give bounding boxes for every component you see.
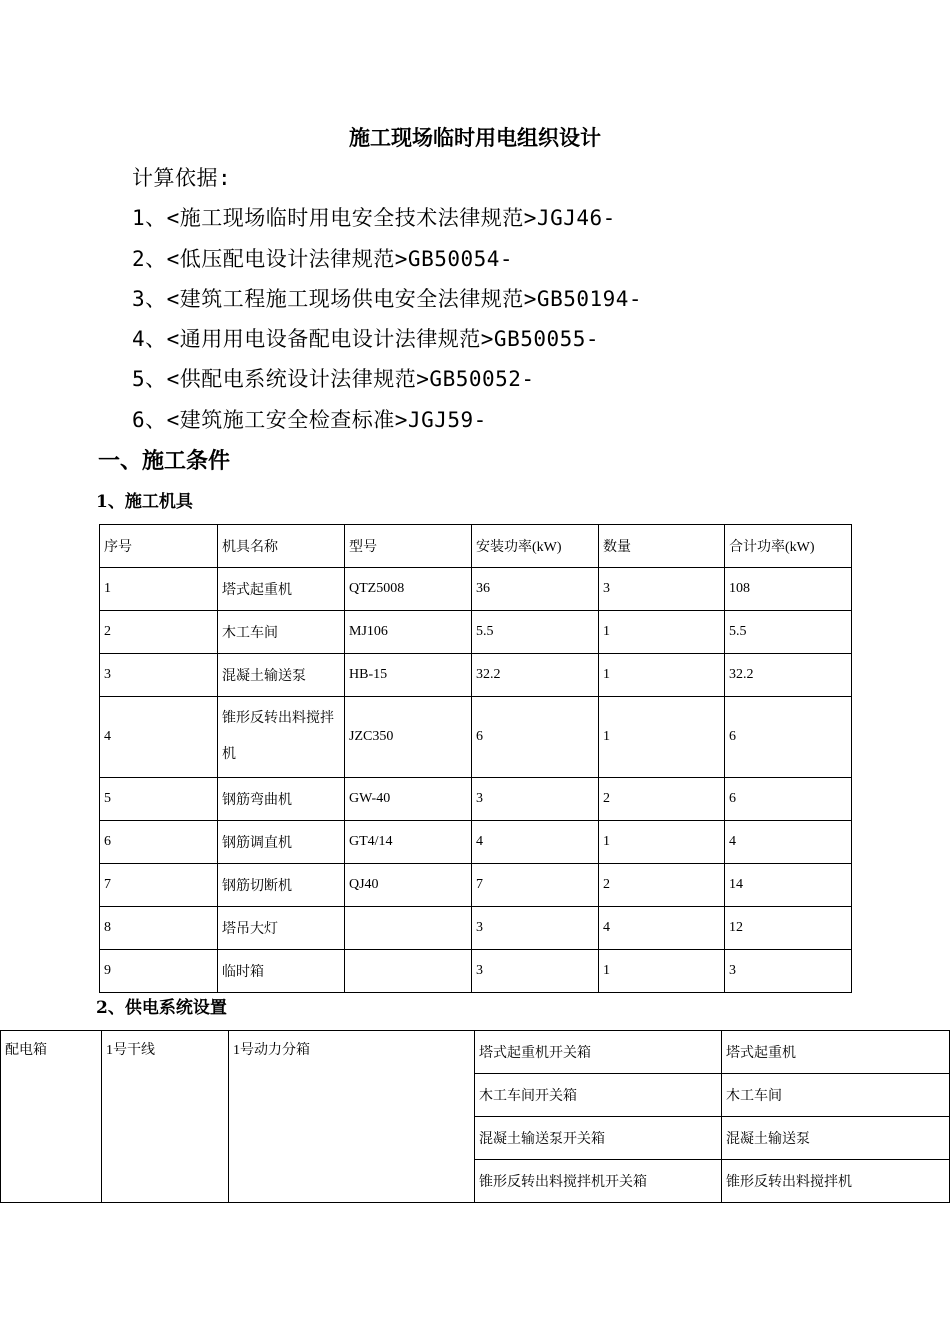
table-cell: 8 [100,907,218,950]
table-cell: 5.5 [472,611,599,654]
table-cell: 1号动力分箱 [229,1031,475,1203]
page-title: 施工现场临时用电组织设计 [349,125,601,150]
table-cell: MJ106 [345,611,472,654]
table-row [100,821,852,864]
table-cell: 4 [100,697,218,778]
table-cell: 2 [100,611,218,654]
table-cell: 临时箱 [218,950,345,993]
table-row [100,568,852,611]
header-cell: 序号 [100,525,218,568]
table-cell: 3 [472,778,599,821]
table-cell: 配电箱 [1,1031,102,1203]
table-cell: 木工车间开关箱 [475,1074,722,1117]
table-cell: 9 [100,950,218,993]
table-row [100,697,852,778]
table-cell: 3 [472,907,599,950]
calculation-basis [132,160,642,442]
table-cell: 32.2 [725,654,852,697]
table-cell: 锥形反转出料搅拌机 [722,1160,950,1203]
basis-item: 4、<通用用电设备配电设计法律规范>GB50055- [132,327,600,352]
table-cell: 108 [725,568,852,611]
table-cell: GW-40 [345,778,472,821]
table-cell: JZC350 [345,697,472,778]
header-cell: 数量 [599,525,725,568]
table-row [100,907,852,950]
table-cell: 木工车间 [722,1074,950,1117]
table-cell: 3 [100,654,218,697]
table-cell: 12 [725,907,852,950]
basis-item: 2、<低压配电设计法律规范>GB50054- [132,246,514,271]
table-cell: 1号干线 [102,1031,229,1203]
table-row [100,611,852,654]
equipment-table [99,524,852,993]
header-cell: 安装功率(kW) [472,525,599,568]
table-cell: 1 [599,611,725,654]
table-cell: 4 [599,907,725,950]
table-cell: 1 [100,568,218,611]
table-cell: 锥形反转出料搅拌机 [218,697,345,778]
table-cell: 36 [472,568,599,611]
table-cell: 2 [599,778,725,821]
table-cell: 木工车间 [218,611,345,654]
table-cell: 钢筋弯曲机 [218,778,345,821]
table-cell: 4 [725,821,852,864]
table-cell: QTZ5008 [345,568,472,611]
table-cell: 1 [599,950,725,993]
table-cell [345,950,472,993]
table-cell: 混凝土输送泵开关箱 [475,1117,722,1160]
basis-item: 1、<施工现场临时用电安全技术法律规范>JGJ46- [132,206,616,231]
table-row [100,950,852,993]
table-row [1,1031,950,1074]
header-cell: 合计功率(kW) [725,525,852,568]
table-cell: 6 [725,778,852,821]
table-cell: 混凝土输送泵 [218,654,345,697]
table-cell: GT4/14 [345,821,472,864]
table-cell: 7 [100,864,218,907]
table-cell [345,907,472,950]
table-cell: 3 [725,950,852,993]
table-cell: 1 [599,821,725,864]
basis-item: 3、<建筑工程施工现场供电安全法律规范>GB50194- [132,286,643,311]
table-cell: 5.5 [725,611,852,654]
table-cell: 3 [472,950,599,993]
table-cell: 6 [472,697,599,778]
table-cell: 混凝土输送泵 [722,1117,950,1160]
header-cell: 型号 [345,525,472,568]
table-cell: 1 [599,697,725,778]
subsection-heading: 1、施工机具 [96,492,193,512]
table-cell: 14 [725,864,852,907]
table-cell: 3 [599,568,725,611]
basis-item: 6、<建筑施工安全检查标准>JGJ59- [132,407,487,432]
table-cell: 塔式起重机开关箱 [475,1031,722,1074]
table-cell: 塔式起重机 [218,568,345,611]
table-cell: 钢筋调直机 [218,821,345,864]
table-cell: 钢筋切断机 [218,864,345,907]
table-cell: QJ40 [345,864,472,907]
table-cell: 1 [599,654,725,697]
table-cell: 7 [472,864,599,907]
table-cell: HB-15 [345,654,472,697]
table-cell: 锥形反转出料搅拌机开关箱 [475,1160,722,1203]
table-row [100,864,852,907]
section-heading: 一、施工条件 [98,448,231,474]
table-cell: 4 [472,821,599,864]
table-cell: 6 [100,821,218,864]
table-cell: 32.2 [472,654,599,697]
table-cell: 6 [725,697,852,778]
table-header-row [100,525,852,568]
header-cell: 机具名称 [218,525,345,568]
table-cell: 塔吊大灯 [218,907,345,950]
subsection-heading: 2、供电系统设置 [96,998,227,1018]
basis-item: 5、<供配电系统设计法律规范>GB50052- [132,367,535,392]
table-cell: 5 [100,778,218,821]
table-row [100,654,852,697]
table-cell: 塔式起重机 [722,1031,950,1074]
table-cell: 2 [599,864,725,907]
supply-system-table [0,1030,950,1203]
basis-heading: 计算依据: [132,166,232,190]
table-row [100,778,852,821]
